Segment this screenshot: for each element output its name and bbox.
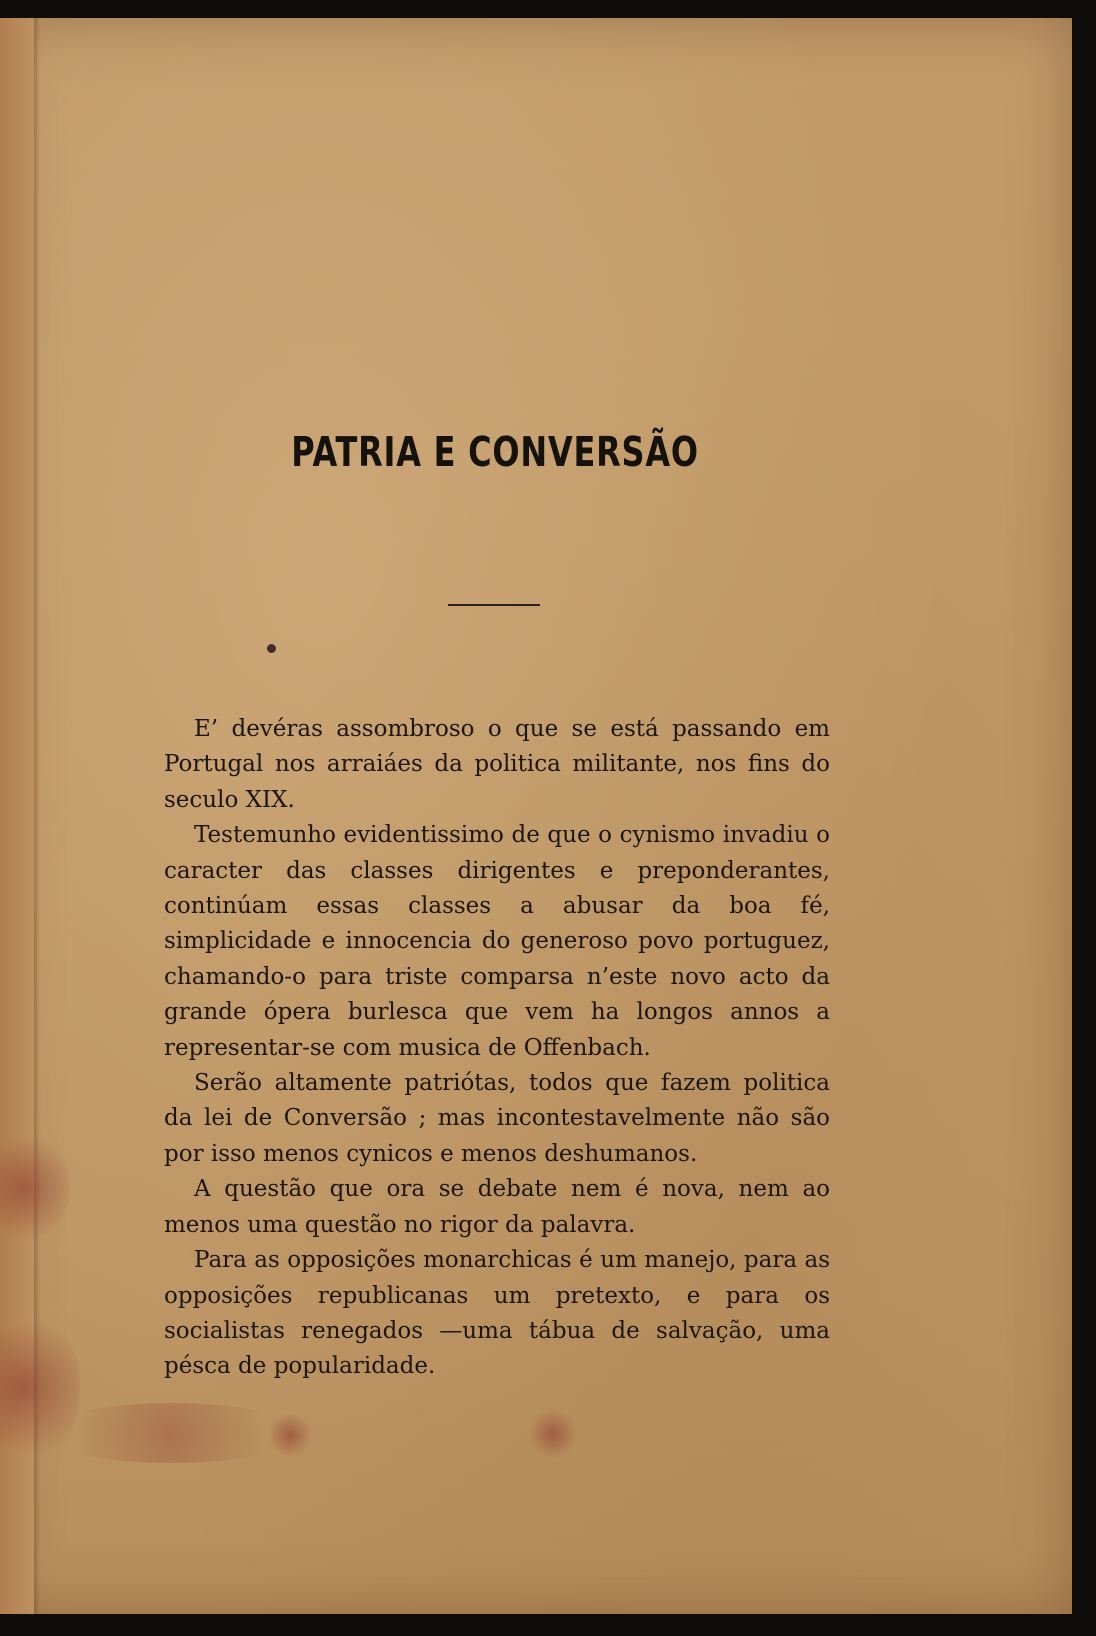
page-title: PATRIA E CONVERSÃO: [291, 428, 699, 476]
title-divider: [448, 604, 540, 606]
paper-sheet: [0, 18, 1072, 1614]
paragraph: A questão que ora se debate nem é nova, nem ao menos uma questão no rigor da palavra.: [164, 1176, 830, 1238]
stain-mark: [0, 1128, 70, 1248]
paragraph: Testemunho evidentissimo de que o cynismo invadiu o caracter das classes dirigentes e preponderantes, continúam essas classes a abusar da boa fé, simplicidade e innocencia do generoso povo portuguez, chamando-o para triste comparsa n’este novo acto da grande ópera burlesca que vem ha longos annos a representar-se com musica de Offenbach.: [164, 822, 830, 1061]
paragraph: Serão altamente patriótas, todos que fazem politica da lei de Conversão ; mas incontestavelmente não são por isso menos cynicos e menos deshumanos.: [164, 1070, 830, 1167]
stain-mark: [40, 1403, 300, 1463]
paragraph: Para as opposições monarchicas é um manejo, para as opposições republicanas um pretexto, e para os socialistas renegados —uma tábua de salvação, uma pésca de popularidade.: [164, 1247, 830, 1380]
ink-dot: [267, 644, 276, 653]
stain-mark: [268, 1413, 312, 1457]
paragraph: E’ devéras assombroso o que se está passando em Portugal nos arraiáes da politica militante, nos fins do seculo XIX.: [164, 716, 830, 813]
stain-mark: [528, 1410, 578, 1458]
body-text: [164, 712, 830, 1385]
